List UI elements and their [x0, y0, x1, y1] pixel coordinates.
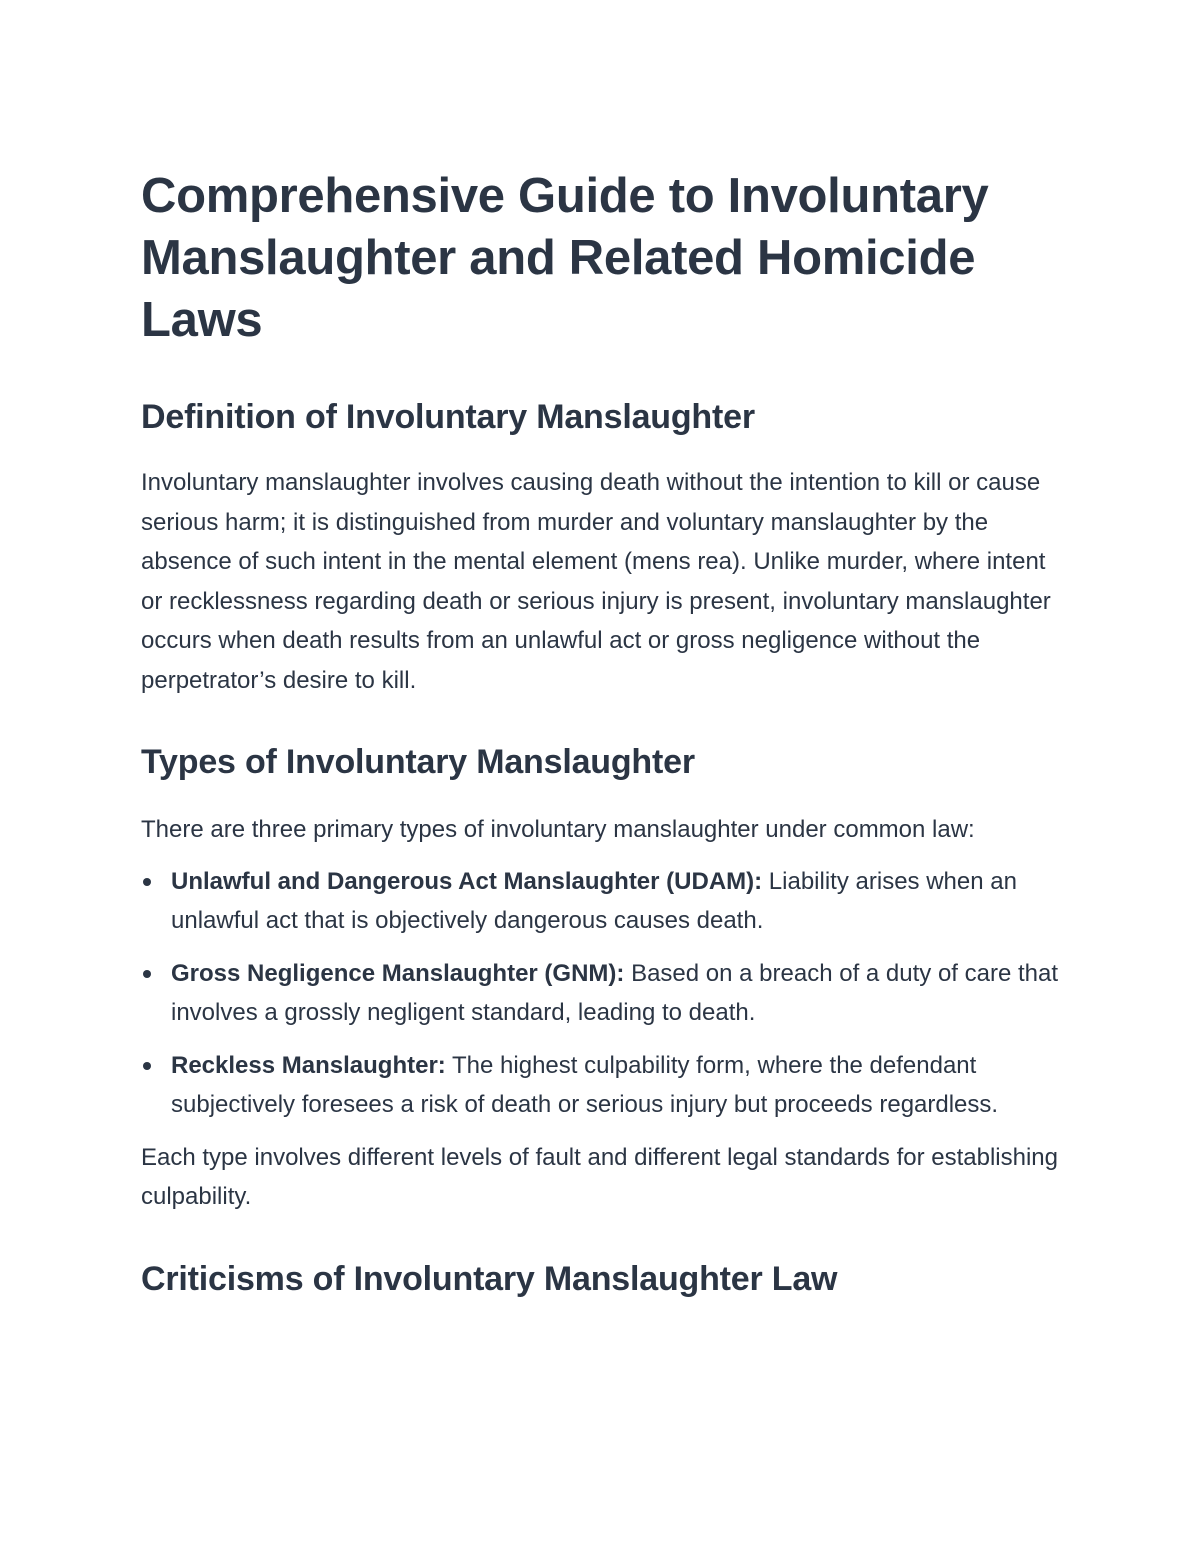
- list-item-term: Gross Negligence Manslaughter (GNM):: [171, 959, 625, 987]
- list-item-term: Unlawful and Dangerous Act Manslaughter (UDAM):: [171, 867, 763, 895]
- list-item-text: The highest culpability form, where the defendant subjectively foresees a risk of death or serious injury but proceeds regardless.: [171, 1051, 999, 1118]
- types-intro-paragraph: There are three primary types of involuntary manslaughter under common law:: [141, 816, 975, 843]
- types-outro-paragraph: Each type involves different levels of fault and different legal standards for establishing culpability.: [141, 1143, 1059, 1210]
- list-item-udam: [141, 862, 1061, 941]
- bullet-icon: [143, 1062, 151, 1070]
- document-page: [141, 165, 1061, 1301]
- types-list: [141, 862, 1061, 1125]
- bullet-icon: [143, 970, 151, 978]
- list-item-text: Based on a breach of a duty of care that involves a grossly negligent standard, leading to death.: [171, 959, 1059, 1026]
- list-item-text: Liability arises when an unlawful act that is objectively dangerous causes death.: [171, 867, 1017, 934]
- list-item-gnm: [141, 954, 1061, 1033]
- section-heading-definition: Definition of Involuntary Manslaughter: [141, 398, 755, 436]
- section-heading-types: Types of Involuntary Manslaughter: [141, 743, 695, 781]
- document-title: Comprehensive Guide to Involuntary Manslaughter and Related Homicide Laws: [141, 169, 989, 347]
- list-item-term: Reckless Manslaughter:: [171, 1051, 446, 1079]
- section-heading-criticisms: Criticisms of Involuntary Manslaughter Law: [141, 1259, 838, 1298]
- list-item-reckless: [141, 1046, 1061, 1125]
- definition-paragraph: Involuntary manslaughter involves causing death without the intention to kill or cause serious harm; it is distinguished from murder and voluntary manslaughter by the absence of such intent in the mental element (mens rea). Unlike murder, where intent or recklessness regarding death or serious injury is present, involuntary manslaughter occurs when death results from an unlawful act or gross negligence without the perpetrator’s desire to kill.: [141, 469, 1051, 694]
- bullet-icon: [143, 878, 151, 886]
